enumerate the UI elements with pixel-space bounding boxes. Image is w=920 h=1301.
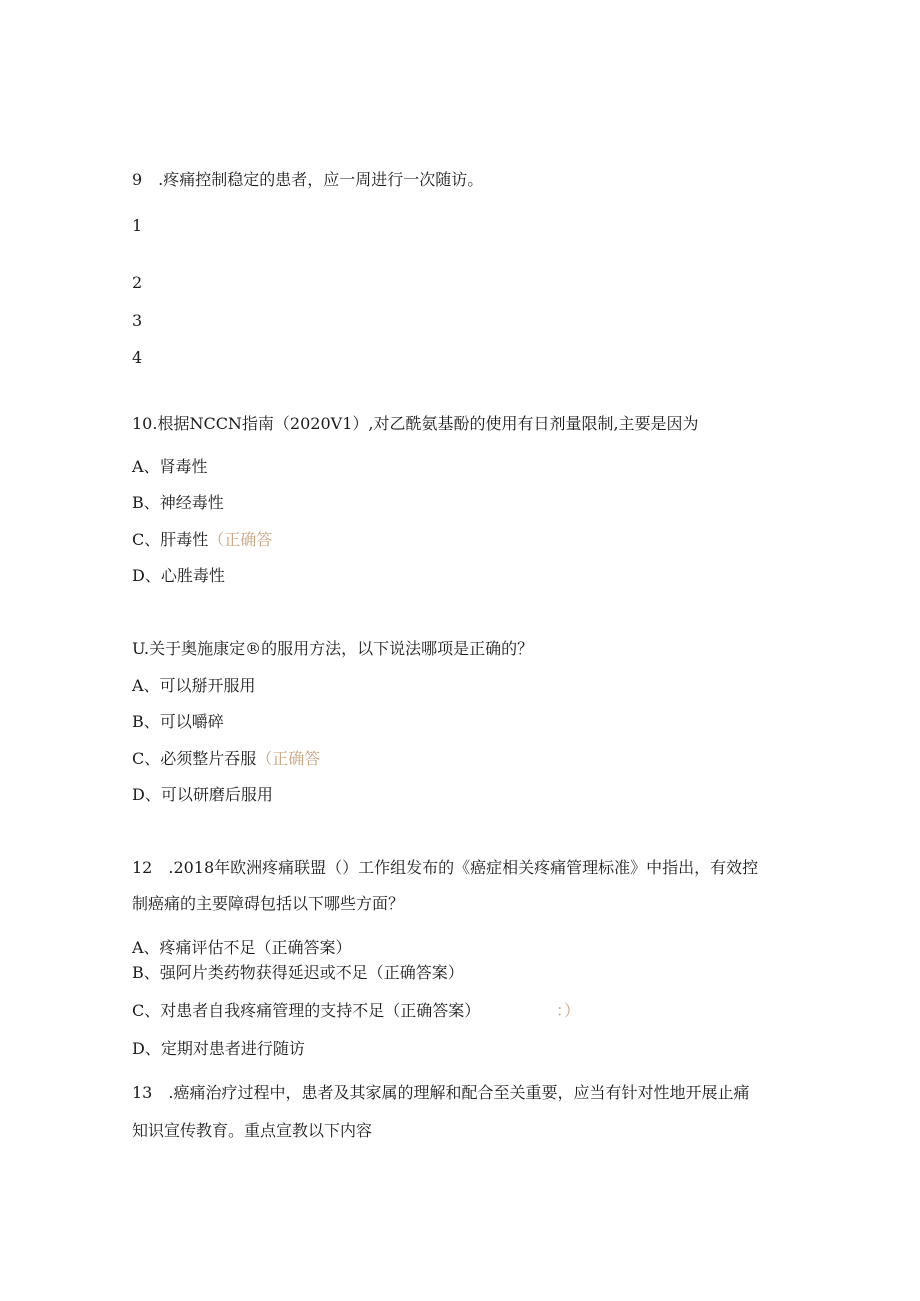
question-11-text: U.关于奥施康定®的服用方法，以下说法哪项是正确的？ (132, 639, 534, 658)
question-10-option-d: D、心胜毒性 (132, 566, 225, 585)
question-13-text-line2: 知识宣传教育。重点宣教以下内容 (132, 1121, 373, 1140)
question-12-option-b: B、强阿片类药物获得延迟或不足（正确答案） (132, 963, 464, 982)
question-10-option-c (132, 530, 272, 550)
question-11-option-c-label: C、必须整片吞服 (132, 749, 257, 768)
question-11-option-d: D、可以研磨后服用 (132, 785, 273, 804)
question-12-option-c: C、对患者自我疼痛管理的支持不足（正确答案） (132, 1001, 481, 1020)
correct-answer-hint: （正确答 (256, 749, 321, 768)
question-11-option-b: B、可以嚼碎 (132, 712, 224, 731)
question-10-option-c-label: C、肝毒性 (132, 530, 209, 549)
question-11-option-a: A、可以掰开服用 (132, 676, 256, 695)
question-9-option-3: 3 (132, 311, 143, 330)
question-12-option-d: D、定期对患者进行随访 (132, 1039, 305, 1058)
question-12-option-a: A、疼痛评估不足（正确答案） (132, 938, 352, 957)
question-9-option-2: 2 (132, 273, 143, 292)
question-10-option-b: B、神经毒性 (132, 493, 224, 512)
correct-answer-hint: （正确答 (208, 530, 273, 549)
question-10-option-a: A、肾毒性 (132, 457, 208, 476)
question-12-text-line1: 12 .2018年欧洲疼痛联盟（）工作组发布的《癌症相关疼痛管理标准》中指出，有效控 (132, 858, 759, 877)
question-12-text-line2: 制癌痛的主要障碍包括以下哪些方面？ (132, 894, 405, 913)
question-9-option-1: 1 (132, 216, 143, 235)
question-12-option-c-tail: ：） (556, 1001, 581, 1020)
question-10-text: 10.根据NCCN指南（2020V1）,对乙酰氨基酚的使用有日剂量限制,主要是因为 (132, 414, 699, 433)
question-9-option-4: 4 (132, 348, 143, 367)
question-11-option-c (132, 749, 320, 769)
question-9-text: 9 .疼痛控制稳定的患者，应一周进行一次随访。 (132, 170, 484, 189)
question-13-text-line1: 13 .癌痛治疗过程中，患者及其家属的理解和配合至关重要，应当有针对性地开展止痛 (132, 1083, 750, 1102)
